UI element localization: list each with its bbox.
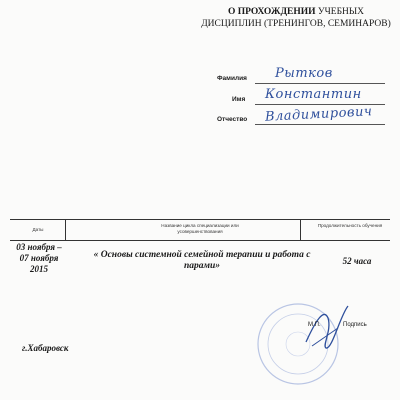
table-col-divider [65,219,66,240]
signature-label: Подпись [343,322,367,328]
surname-label: Фамилия [217,75,247,82]
signature-mark [298,300,358,360]
col-header-dates: Даты [32,227,44,232]
row-dates: 03 ноября – 07 ноября 2015 [16,242,62,274]
title-line1-bold: О ПРОХОЖДЕНИИ [227,7,316,17]
row-duration: 52 часа [342,256,372,266]
document-title [196,6,396,30]
row-course: « Основы системной семейной терапии и работа с парами» [93,250,311,271]
title-line2: ДИСЦИПЛИН (ТРЕНИНГОВ, СЕМИНАРОВ) [201,19,391,29]
col-header-duration: Продолжительность обучения [317,223,383,228]
surname-value: Рытков [275,66,333,81]
patronymic-value: Владимирович [264,104,373,125]
name-label: Имя [232,96,246,103]
table-header-bottom-border [10,240,390,241]
table-col-divider [300,219,301,240]
stamp-label: М.П. [308,322,321,328]
table-top-border [10,219,390,220]
patronymic-label: Отчество [217,116,248,123]
city: г.Хабаровск [22,343,69,353]
title-line1-rest: УЧЕБНЫХ [317,7,365,17]
name-value: Константин [265,87,362,102]
col-header-course: Название цикла специализации или усовершенствования [161,223,239,234]
surname-underline [255,83,385,84]
